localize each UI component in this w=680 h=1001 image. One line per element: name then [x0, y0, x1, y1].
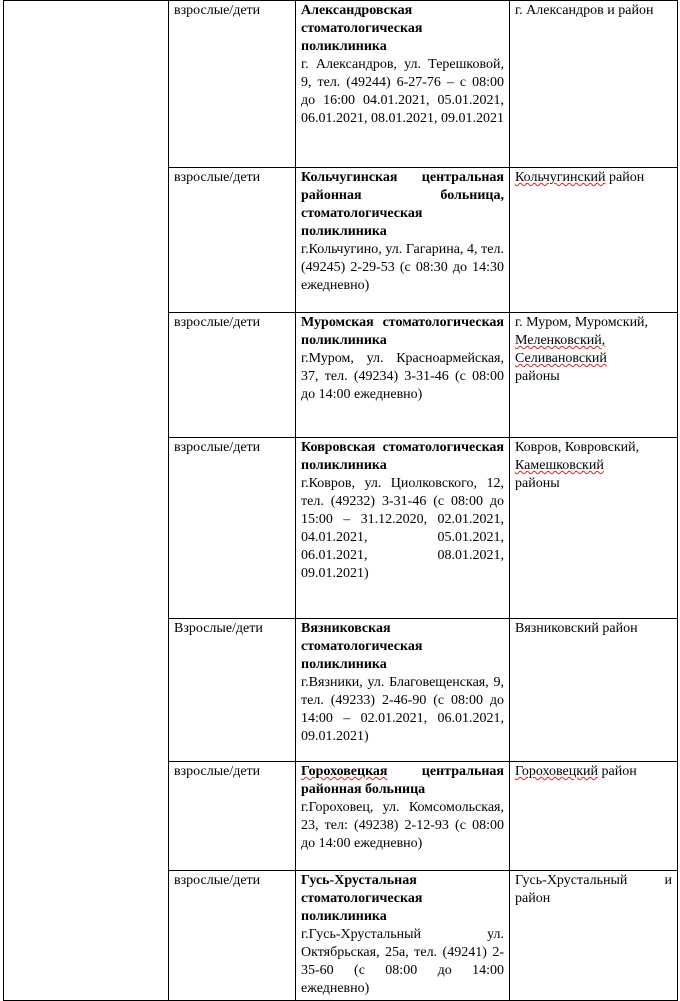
clinic-cell: [296, 1, 510, 168]
clinic-details: г.Муром, ул. Красноармейская, 37, тел. (49234) 3-31-46 (с 08:00 до 14:00 ежедневно): [301, 351, 504, 402]
clinic-details: г.Вязники, ул. Благовещенская, 9, тел. (49233) 2-46-90 (с 08:00 до 14:00 – 02.01.2021, 06.01.2021, 09.01.2021): [301, 675, 504, 744]
clinic-cell: [296, 871, 510, 1001]
area-line: районы: [515, 476, 560, 491]
clinic-name-spellmarked: Гороховецкая: [301, 764, 388, 779]
area-cell: [510, 871, 678, 1001]
area-text: Гусь-Хрустальный и район: [515, 873, 672, 906]
clinic-name: Ковровская стоматологическая поликлиника: [301, 440, 504, 473]
empty-first-column: [4, 1, 169, 1001]
area-text: район: [609, 170, 645, 185]
area-line: Ковров, Ковровский,: [515, 440, 640, 455]
patients-text: взрослые/дети: [174, 170, 261, 185]
clinic-cell: [296, 313, 510, 438]
patients-cell: [169, 438, 296, 619]
clinic-details: г.Гороховец, ул. Комсомольская, 23, тел: (49238) 2-12-93 (с 08:00 до 14:00 ежедневно): [301, 800, 504, 851]
clinic-name-rest: центральная районная больница: [301, 764, 504, 797]
clinic-name: [301, 763, 504, 799]
clinic-cell: [296, 168, 510, 313]
area-text-spellmarked: Кольчугинский: [515, 170, 606, 185]
area-text-rest: район: [598, 764, 637, 779]
patients-cell: [169, 871, 296, 1001]
patients-cell: [169, 168, 296, 313]
clinic-details: г.Кольчугино, ул. Гагарина, 4, тел. (49245) 2-29-53 (с 08:30 до 14:30 ежедневно): [301, 242, 504, 293]
area-text: г. Александров и район: [515, 3, 654, 18]
area-cell: [510, 1, 678, 168]
patients-text: взрослые/дети: [174, 315, 261, 330]
table-row: [4, 1, 678, 168]
area-text: Вязниковский район: [515, 621, 638, 636]
patients-text: взрослые/дети: [174, 764, 261, 779]
patients-cell: [169, 313, 296, 438]
patients-cell: [169, 762, 296, 871]
clinic-name: Кольчугинская центральная районная больница, стоматологическая поликлиника: [301, 170, 504, 239]
clinic-name: Вязниковская стоматологическая поликлиника: [301, 621, 423, 672]
area-cell: [510, 313, 678, 438]
clinics-table: [3, 0, 678, 1001]
patients-cell: [169, 619, 296, 762]
clinic-name: Муромская стоматологическая поликлиника: [301, 315, 504, 348]
area-line-spellmarked: Селивановский: [515, 351, 607, 366]
patients-text: взрослые/дети: [174, 873, 261, 888]
area-cell: [510, 619, 678, 762]
area-text-spellmarked: Гороховецкий: [515, 764, 599, 779]
area-cell: [510, 762, 678, 871]
clinic-details: г.Ковров, ул. Циолковского, 12, тел. (49232) 3-31-46 (с 08:00 до 15:00 – 31.12.2020, 02.01.2021, 04.01.2021, 05.01.2021, 06.01.2021, 08.01.2021, 09.01.2021): [301, 476, 504, 581]
area-cell: [510, 168, 678, 313]
clinic-details: г.Гусь-Хрустальный ул. Октябрьская, 25а, тел. (49241) 2-35-60 (с 08:00 до 14:00 ежедневно): [301, 927, 504, 996]
area-cell: [510, 438, 678, 619]
patients-text: Взрослые/дети: [174, 621, 263, 636]
area-line: г. Муром, Муромский,: [515, 315, 649, 330]
clinic-cell: [296, 619, 510, 762]
clinic-name: Александровская стоматологическая поликлиника: [301, 3, 423, 54]
clinic-details: г. Александров, ул. Терешковой, 9, тел. (49244) 6-27-76 – с 08:00 до 16:00 04.01.2021, 05.01.2021, 06.01.2021, 08.01.2021, 09.01.2021: [301, 57, 504, 126]
area-line-spellmarked: Меленковский,: [515, 333, 606, 348]
clinic-cell: [296, 438, 510, 619]
clinic-name: Гусь-Хрустальная стоматологическая поликлиника: [301, 873, 423, 924]
area-line-spellmarked: Камешковский: [515, 458, 604, 473]
patients-text: взрослые/дети: [174, 3, 261, 18]
area-line: районы: [515, 369, 560, 384]
clinic-cell: [296, 762, 510, 871]
patients-cell: [169, 1, 296, 168]
patients-text: взрослые/дети: [174, 440, 261, 455]
